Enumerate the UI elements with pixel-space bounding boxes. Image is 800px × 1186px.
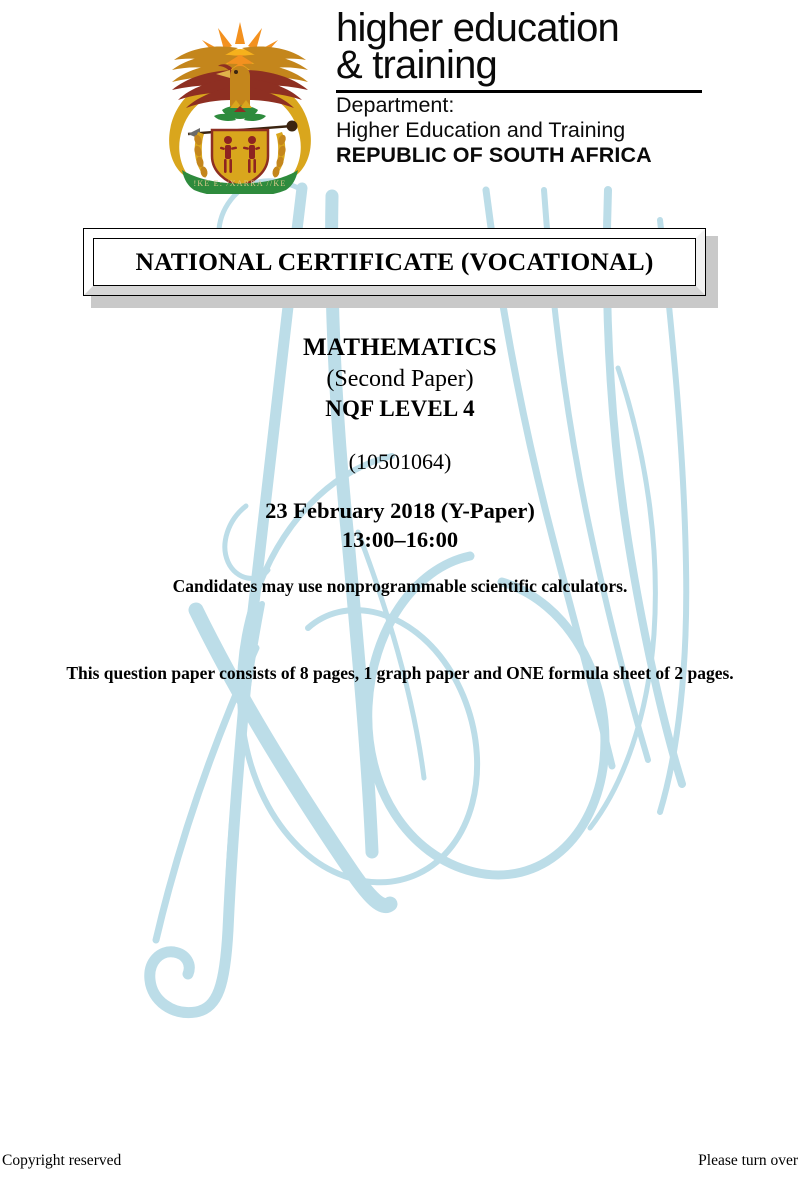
- copyright-notice: Copyright reserved: [2, 1152, 122, 1169]
- department-label: Department:: [336, 93, 455, 117]
- page-title: NATIONAL CERTIFICATE (VOCATIONAL): [135, 247, 654, 276]
- subject-code: (10501064): [348, 449, 452, 474]
- wordmark-line-1: higher education: [336, 6, 619, 50]
- paper-label: (Second Paper): [326, 366, 474, 392]
- letterhead: [0, 0, 800, 200]
- certificate-title-box: [83, 228, 718, 308]
- nqf-level: NQF LEVEL 4: [325, 396, 475, 421]
- department-name: Higher Education and Training: [336, 118, 626, 142]
- country-name: REPUBLIC OF SOUTH AFRICA: [336, 143, 652, 167]
- wordmark-line-2: & training: [336, 43, 497, 87]
- page-footer: [0, 1152, 800, 1172]
- department-wordmark: [336, 6, 708, 190]
- title-box-frame: [83, 228, 706, 296]
- paper-composition-notice: This question paper consists of 8 pages, 1 graph paper and ONE formula sheet of 2 pages.: [66, 663, 734, 683]
- subject-title: MATHEMATICS: [302, 334, 498, 361]
- turn-over-notice: Please turn over: [698, 1152, 798, 1169]
- calculator-notice: Candidates may use nonprogrammable scientific calculators.: [172, 576, 628, 596]
- exam-time: 13:00–16:00: [341, 527, 459, 552]
- title-box-inner: [93, 238, 696, 286]
- svg-text:!KE E: /XARRA //KE: !KE E: /XARRA //KE: [193, 179, 287, 188]
- exam-date: 23 February 2018 (Y-Paper): [265, 498, 535, 523]
- south-african-coat-of-arms-icon: [152, 8, 328, 194]
